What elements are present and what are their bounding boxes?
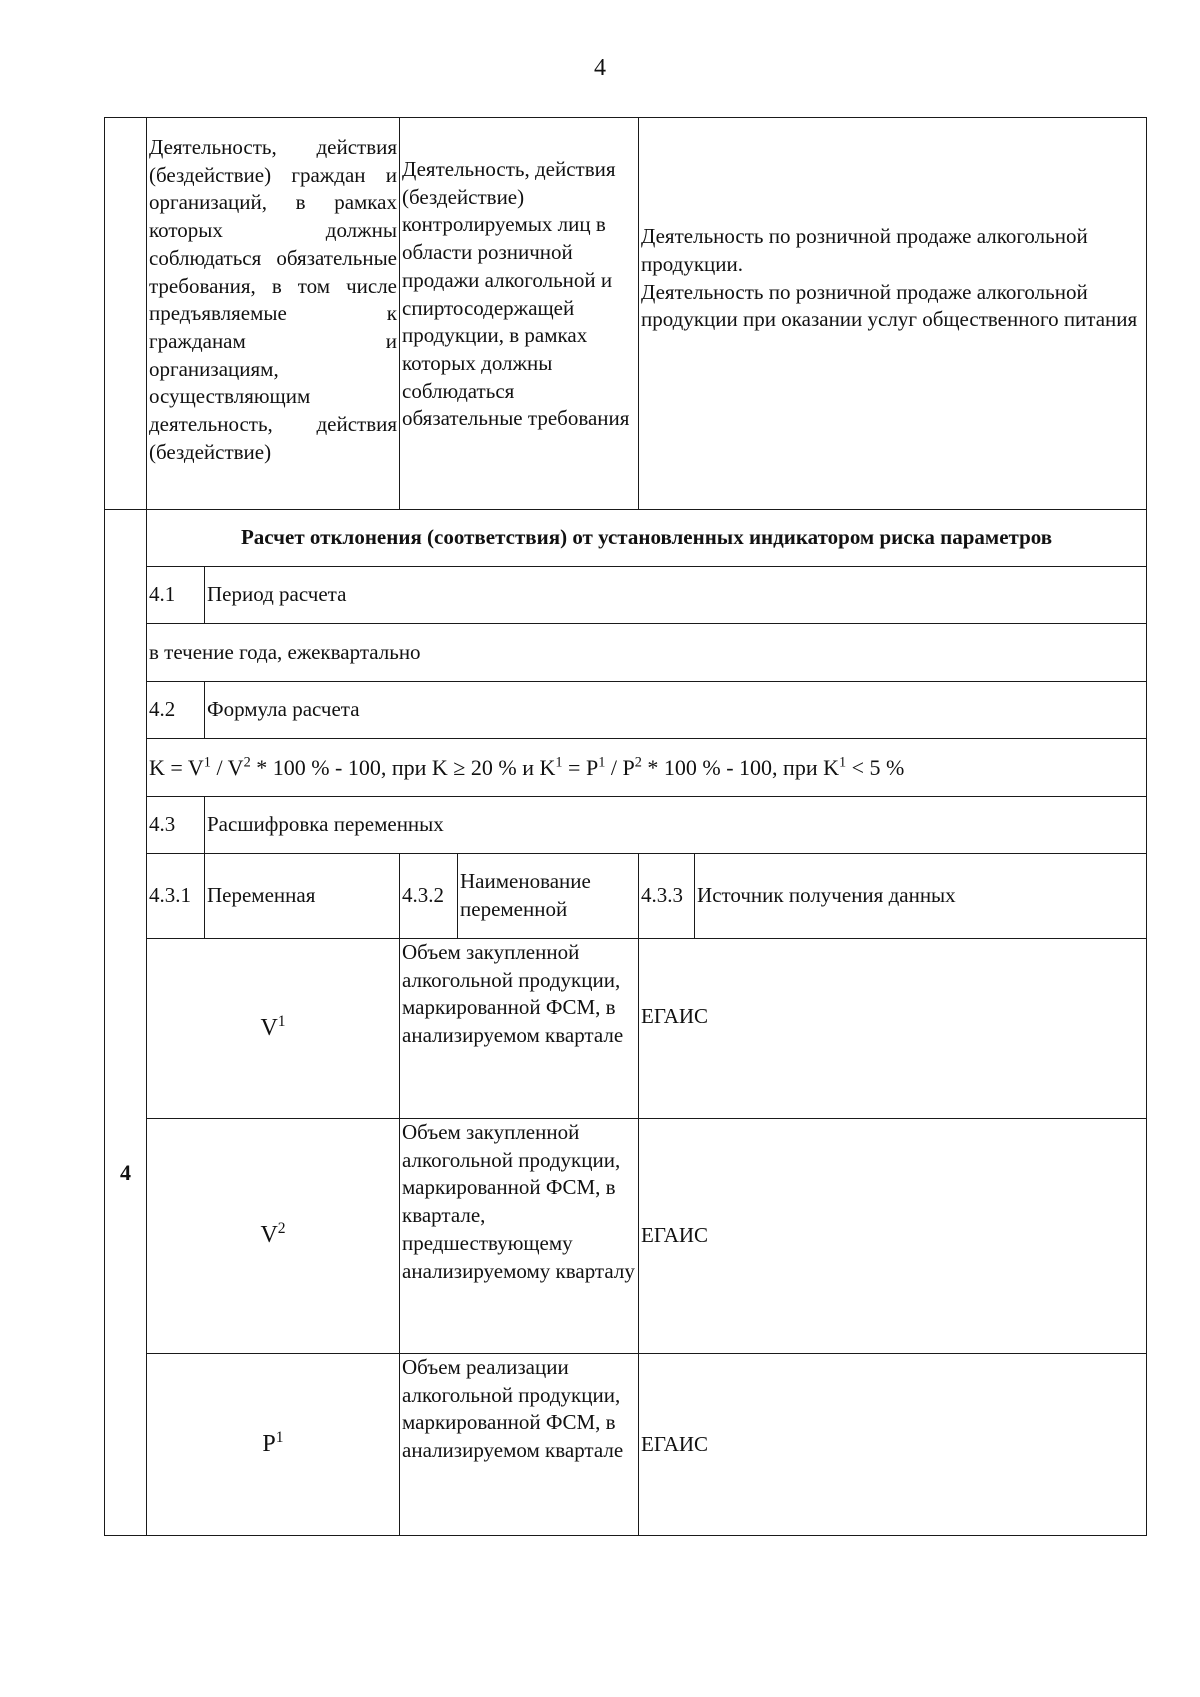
- header-variable-label: Переменная: [205, 854, 400, 939]
- section-title: Расчет отклонения (соответствия) от установленных индикатором риска параметров: [147, 510, 1147, 567]
- header-name-number: 4.3.2: [400, 854, 458, 939]
- section-number: 4: [105, 510, 147, 1536]
- empty-number-cell: [105, 118, 147, 510]
- variable-name: $V^2$: [147, 1119, 400, 1354]
- header-source-label: Источник получения данных: [695, 854, 1147, 939]
- variables-label: Расшифровка переменных: [205, 797, 1147, 854]
- header-source-number: 4.3.3: [639, 854, 695, 939]
- table-row: [105, 1119, 1147, 1354]
- period-number: 4.1: [147, 567, 205, 624]
- formula-label: Формула расчета: [205, 682, 1147, 739]
- formula-number: 4.2: [147, 682, 205, 739]
- variable-name: $P^1$: [147, 1354, 400, 1536]
- variable-name: $V^1$: [147, 939, 400, 1119]
- formula-expression: $K = V^1 / V^2 * 100$ % - 100, при K ≥ 20 % и $K^1 = P^1 / P^2 * 100$ % - 100, при $K^1 < 5$ %: [147, 739, 1147, 797]
- variables-number: 4.3: [147, 797, 205, 854]
- activities-row: [105, 118, 1147, 510]
- activities-controlled-cell: Деятельность, действия (бездействие) контролируемых лиц в области розничной продажи алкогольной и спиртосодержащей продукции, в рамках которых должны соблюдаться обязательные требования: [400, 118, 639, 510]
- table-row: [105, 939, 1147, 1119]
- activity-type-2: Деятельность по розничной продаже алкогольной продукции при оказании услуг общественного питания: [641, 279, 1138, 332]
- period-value: в течение года, ежеквартально: [147, 624, 1147, 682]
- variable-description: Объем закупленной алкогольной продукции, маркированной ФСМ, в анализируемом квартале: [400, 939, 639, 1119]
- variable-source: ЕГАИС: [639, 1354, 1147, 1536]
- variable-description: Объем закупленной алкогольной продукции, маркированной ФСМ, в квартале, предшествующему анализируемому кварталу: [400, 1119, 639, 1354]
- activities-general-cell: Деятельность, действия (бездействие) граждан и организаций, в рамках которых должны соблюдаться обязательные требования, в том числе предъявляемые к гражданам и организациям, осуществляющим деятельность, действия (бездействие): [147, 118, 400, 510]
- variables-header-row: [105, 854, 1147, 939]
- variable-description: Объем реализации алкогольной продукции, маркированной ФСМ, в анализируемом квартале: [400, 1354, 639, 1536]
- variable-source: ЕГАИС: [639, 939, 1147, 1119]
- header-name-label: Наименование переменной: [458, 854, 639, 939]
- variable-source: ЕГАИС: [639, 1119, 1147, 1354]
- header-variable-number: 4.3.1: [147, 854, 205, 939]
- period-label: Период расчета: [205, 567, 1147, 624]
- indicator-table: [104, 117, 1147, 1536]
- table-row: [105, 1354, 1147, 1536]
- activities-types-cell: [639, 118, 1147, 510]
- page-number: 4: [594, 55, 606, 81]
- activity-type-1: Деятельность по розничной продаже алкогольной продукции.: [641, 224, 1088, 276]
